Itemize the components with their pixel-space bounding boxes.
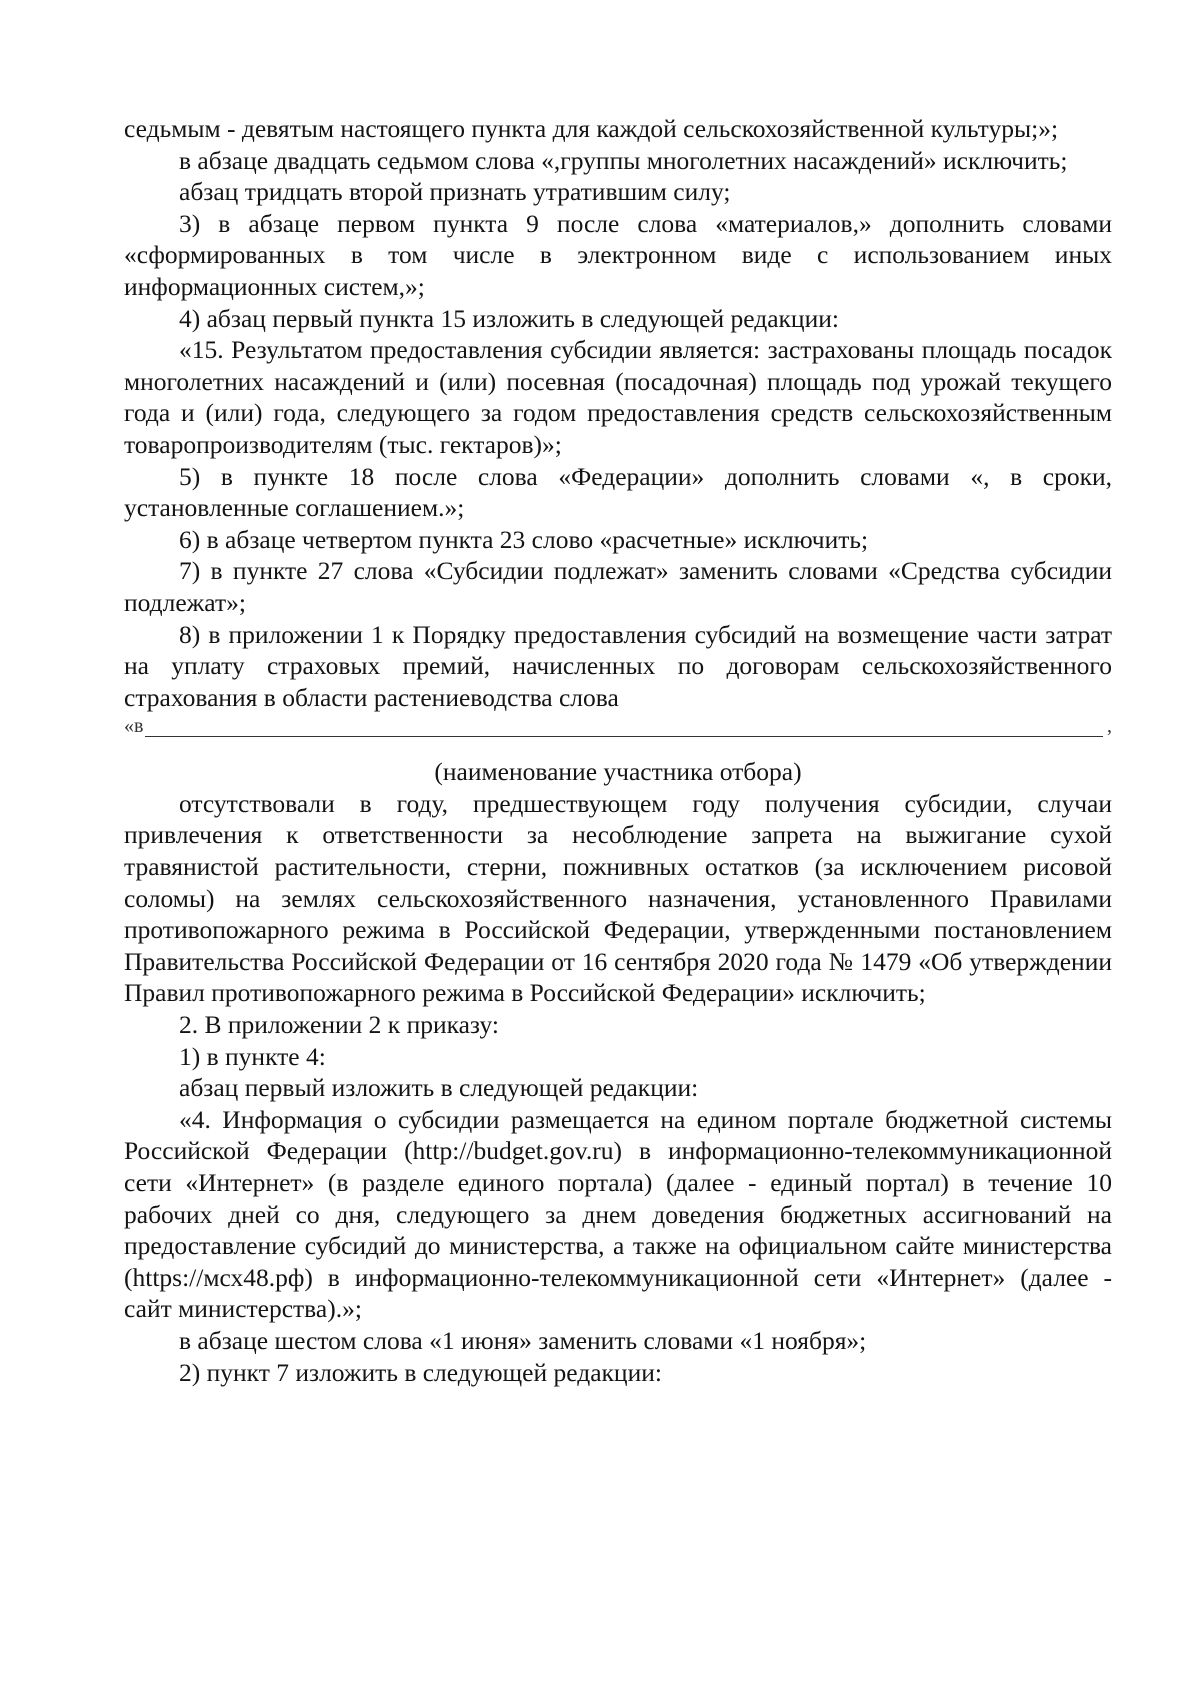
form-underline bbox=[145, 736, 1103, 737]
form-fill-line bbox=[124, 716, 1112, 742]
paragraph: 2) пункт 7 изложить в следующей редакции: bbox=[179, 1357, 662, 1387]
form-line-end: , bbox=[1107, 714, 1112, 737]
paragraph: в абзаце шестом слова «1 июня» заменить словами «1 ноября»; bbox=[179, 1325, 867, 1355]
form-line-start: «в bbox=[124, 714, 144, 737]
document-body bbox=[124, 113, 1112, 1388]
paragraph: седьмым - девятым настоящего пункта для каждой сельскохозяйственной культуры;»; bbox=[124, 114, 1059, 143]
paragraph: 8) в приложении 1 к Порядку предоставления субсидий на возмещение части затрат на уплату страховых премий, начисленных по договорам сельскохозяйственного страхования в области растениеводства слова bbox=[124, 619, 1112, 712]
paragraph: 3) в абзаце первом пункта 9 после слова «материалов,» дополнить словами «сформированных в том числе в электронном виде с использованием иных информационных систем,»; bbox=[124, 208, 1112, 301]
paragraph: абзац тридцать второй признать утратившим силу; bbox=[179, 177, 731, 207]
paragraph: 1) в пункте 4: bbox=[179, 1041, 326, 1071]
paragraph: 2. В приложении 2 к приказу: bbox=[179, 1010, 499, 1040]
paragraph: 5) в пункте 18 после слова «Федерации» дополнить словами «, в сроки, установленные соглашением.»; bbox=[124, 461, 1112, 523]
paragraph: «4. Информация о субсидии размещается на едином портале бюджетной системы Российской Федерации (http://budget.gov.ru) в информационно-телекоммуникационной сети «Интернет» (в разделе единого портала) (далее - единый портал) в течение 10 рабочих дней со дня, следующего за днем доведения бюджетных ассигнований на предоставление субсидий до министерства, а также на официальном сайте министерства (https://мсх48.рф) в информационно-телекоммуникационной сети «Интернет» (далее - сайт министерства).»; bbox=[124, 1104, 1112, 1324]
paragraph: абзац первый изложить в следующей редакции: bbox=[179, 1073, 699, 1103]
paragraph: отсутствовали в году, предшествующем году получения субсидии, случаи привлечения к ответственности за несоблюдение запрета на выжигание сухой травянистой растительности, стерни, пожнивных остатков (за исключением рисовой соломы) на землях сельскохозяйственного назначения, установленного Правилами противопожарного режима в Российской Федерации, утвержденными постановлением Правительства Российской Федерации от 16 сентября 2020 года № 1479 «Об утверждении Правил противопожарного режима в Российской Федерации» исключить; bbox=[124, 788, 1112, 1008]
paragraph: 6) в абзаце четвертом пункта 23 слово «расчетные» исключить; bbox=[179, 524, 869, 554]
paragraph: 7) в пункте 27 слова «Субсидии подлежат» заменить словами «Средства субсидии подлежат»; bbox=[124, 556, 1112, 617]
paragraph: в абзаце двадцать седьмом слова «,группы многолетних насаждений» исключить; bbox=[179, 145, 1068, 175]
paragraph: 4) абзац первый пункта 15 изложить в следующей редакции: bbox=[179, 303, 839, 333]
paragraph: «15. Результатом предоставления субсидии является: застрахованы площадь посадок многолетних насаждений и (или) посевная (посадочная) площадь под урожай текущего года и (или) года, следующего за годом предоставления средств сельскохозяйственным товаропроизводителям (тыс. гектаров)»; bbox=[124, 335, 1112, 459]
form-caption: (наименование участника отбора) bbox=[434, 757, 802, 787]
